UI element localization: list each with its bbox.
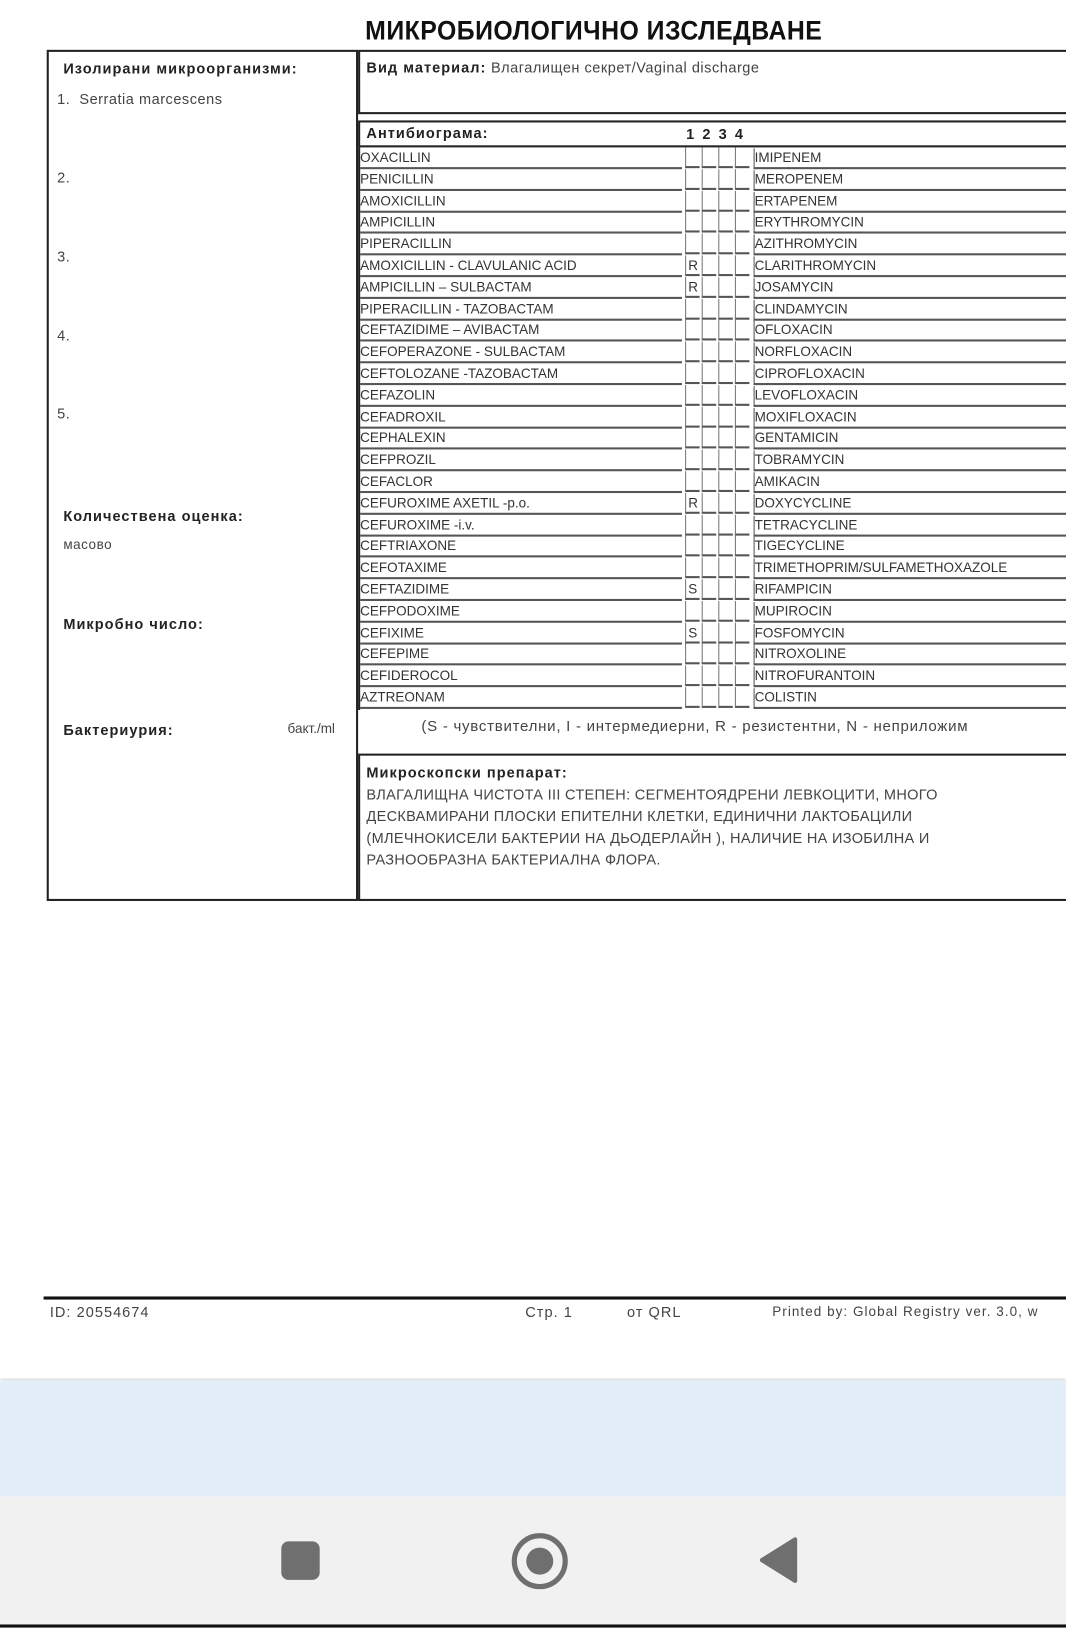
antibiotic-right: ERTAPENEM — [754, 192, 1066, 213]
antibiogram-row — [360, 212, 1066, 234]
result-cell-2 — [702, 687, 717, 708]
material-line — [366, 59, 759, 76]
result-cell-1 — [685, 666, 700, 687]
antibiotic-right: MEROPENEM — [754, 170, 1066, 191]
antibiogram-row — [360, 320, 1066, 342]
antibiogram-row — [360, 450, 1066, 472]
result-cell-4 — [735, 385, 750, 406]
result-cell-2 — [702, 406, 717, 427]
result-cell-2 — [702, 385, 717, 406]
antibiotic-left: CEFOTAXIME — [360, 559, 682, 580]
organism-number: 1. — [57, 90, 71, 107]
result-cell-3 — [718, 363, 733, 384]
result-cell-2 — [702, 644, 717, 665]
quantitative-label: Количествена оценка: — [63, 507, 244, 525]
antibiogram-row — [360, 579, 1066, 601]
antibiogram-row — [360, 342, 1066, 364]
antibiotic-right: TIGECYCLINE — [754, 537, 1066, 558]
antibiogram-row — [360, 514, 1066, 536]
result-cell-3 — [718, 579, 733, 600]
antibiotic-right: TETRACYCLINE — [754, 515, 1066, 536]
antibiotic-right: ERYTHROMYCIN — [754, 213, 1066, 234]
result-cell-1 — [685, 514, 700, 535]
result-cell-3 — [718, 342, 733, 363]
page-title: МИКРОБИОЛОГИЧНО ИЗСЛЕДВАНЕ — [365, 14, 823, 46]
antibiotic-right: NITROFURANTOIN — [754, 667, 1066, 688]
result-cell-1: R — [685, 277, 700, 298]
result-cell-2 — [702, 212, 717, 233]
result-cell-4 — [735, 147, 750, 168]
result-cell-3 — [718, 558, 733, 579]
antibiogram-row — [360, 234, 1066, 256]
result-cell-1 — [685, 601, 700, 622]
antibiogram-row — [360, 255, 1066, 277]
result-cell-2 — [702, 363, 717, 384]
antibiotic-left: CEFPODOXIME — [360, 602, 682, 623]
antibiotic-left: CEFUROXIME AXETIL -p.o. — [360, 494, 682, 515]
footer-printed: Printed by: Global Registry ver. 3.0, w — [772, 1303, 1039, 1320]
result-cell-1 — [685, 536, 700, 557]
footer-page: Стр. 1 — [525, 1303, 573, 1321]
result-cell-3 — [718, 277, 733, 298]
antibiogram-row — [360, 471, 1066, 493]
result-cell-4 — [735, 644, 750, 665]
result-cell-3 — [718, 622, 733, 643]
antibiogram-columns: 1 2 3 4 — [686, 125, 745, 143]
antibiotic-right: CLARITHROMYCIN — [754, 256, 1066, 277]
antibiotic-right: TOBRAMYCIN — [754, 451, 1066, 472]
left-panel — [47, 50, 358, 901]
legend: (S - чувствителни, I - интермедиерни, R - резистентни, N - неприложим — [421, 718, 969, 735]
result-cell-2 — [702, 234, 717, 255]
antibiotic-right: IMIPENEM — [754, 148, 1066, 169]
antibiotic-right: RIFAMPICIN — [754, 580, 1066, 601]
result-cell-2 — [702, 601, 717, 622]
result-cell-3 — [718, 644, 733, 665]
bacteriuria-unit: бакт./ml — [287, 720, 335, 736]
material-value: Влагалищен секрет/Vaginal discharge — [490, 59, 760, 76]
antibiotic-right: CIPROFLOXACIN — [754, 364, 1066, 385]
result-cell-3 — [718, 406, 733, 427]
result-cell-1 — [685, 147, 700, 168]
result-cell-4 — [735, 687, 750, 708]
result-cell-3 — [718, 687, 733, 708]
antibiogram-row — [360, 277, 1066, 299]
result-cell-1 — [685, 687, 700, 708]
antibiotic-right: FOSFOMYCIN — [754, 623, 1066, 644]
antibiogram-row — [360, 385, 1066, 407]
organism-5: 5. — [57, 404, 71, 422]
antibiogram-row — [360, 666, 1066, 688]
result-cell-3 — [718, 385, 733, 406]
antibiotic-left: AMPICILLIN — [360, 213, 682, 234]
result-cell-1 — [685, 558, 700, 579]
result-cell-4 — [735, 299, 750, 320]
antibiogram-label: Антибиограма: — [366, 124, 489, 142]
antibiotic-left: AZTREONAM — [360, 688, 682, 709]
result-cell-3 — [718, 212, 733, 233]
antibiotic-left: CEFTRIAXONE — [360, 537, 682, 558]
antibiotic-right: JOSAMYCIN — [754, 278, 1066, 299]
result-cell-1 — [685, 212, 700, 233]
result-cell-2 — [702, 536, 717, 557]
antibiotic-right: AZITHROMYCIN — [754, 235, 1066, 256]
result-cell-1 — [685, 299, 700, 320]
navigation-bar — [0, 1497, 1066, 1628]
isolated-label: Изолирани микроорганизми: — [63, 60, 298, 77]
antibiotic-left: CEPHALEXIN — [360, 429, 682, 450]
antibiogram-row — [360, 536, 1066, 558]
result-cell-3 — [718, 601, 733, 622]
result-cell-1 — [685, 428, 700, 449]
result-cell-4 — [735, 579, 750, 600]
microscopy-box — [358, 754, 1066, 901]
microscopy-line: ДЕСКВАМИРАНИ ПЛОСКИ ЕПИТЕЛНИ КЛЕТКИ, ЕДИНИЧНИ ЛАКТОБАЦИЛИ — [366, 807, 913, 825]
organism-2: 2. — [57, 169, 71, 186]
microbial-count-label: Микробно число: — [63, 615, 204, 633]
result-cell-2 — [702, 579, 717, 600]
antibiogram-row — [360, 558, 1066, 580]
antibiotic-left: AMOXICILLIN — [360, 192, 682, 213]
result-cell-1 — [685, 644, 700, 665]
antibiotic-right: DOXYCYCLINE — [754, 494, 1066, 515]
result-cell-3 — [718, 147, 733, 168]
result-cell-4 — [735, 255, 750, 276]
result-cell-3 — [718, 450, 733, 471]
footer-rule — [44, 1296, 1066, 1299]
result-cell-4 — [735, 514, 750, 535]
antibiotic-left: OXACILLIN — [360, 148, 682, 169]
result-cell-1: R — [685, 255, 700, 276]
antibiotic-right: NITROXOLINE — [754, 645, 1066, 666]
result-cell-2 — [702, 277, 717, 298]
result-cell-3 — [718, 536, 733, 557]
result-cell-2 — [702, 147, 717, 168]
antibiotic-right: AMIKACIN — [754, 472, 1066, 493]
result-cell-2 — [702, 428, 717, 449]
result-cell-1 — [685, 406, 700, 427]
result-cell-4 — [735, 406, 750, 427]
microscopy-line: РАЗНООБРАЗНА БАКТЕРИАЛНА ФЛОРА. — [366, 851, 661, 868]
result-cell-3 — [718, 320, 733, 341]
antibiotic-right: COLISTIN — [754, 688, 1066, 709]
result-cell-3 — [718, 471, 733, 492]
antibiogram-row — [360, 687, 1066, 709]
footer-of: от QRL — [626, 1303, 682, 1321]
microscopy-line: (МЛЕЧНОКИСЕЛИ БАКТЕРИИ НА ДЬОДЕРЛАЙН ), НАЛИЧИЕ НА ИЗОБИЛНА И — [366, 829, 930, 846]
antibiotic-right: TRIMETHOPRIM/SULFAMETHOXAZOLE — [754, 559, 1066, 580]
result-cell-3 — [718, 299, 733, 320]
antibiogram-row — [360, 493, 1066, 515]
antibiotic-left: AMOXICILLIN - CLAVULANIC ACID — [360, 256, 682, 277]
result-cell-2 — [702, 299, 717, 320]
result-cell-1 — [685, 169, 700, 190]
viewer-background — [0, 1381, 1066, 1497]
result-cell-1 — [685, 342, 700, 363]
result-cell-4 — [735, 493, 750, 514]
result-cell-1 — [685, 363, 700, 384]
result-cell-2 — [702, 450, 717, 471]
result-cell-2 — [702, 622, 717, 643]
antibiotic-left: PIPERACILLIN — [360, 235, 682, 256]
antibiogram-row — [360, 363, 1066, 385]
result-cell-1 — [685, 450, 700, 471]
antibiotic-left: CEFIDEROCOL — [360, 667, 682, 688]
result-cell-2 — [702, 255, 717, 276]
result-cell-4 — [735, 320, 750, 341]
antibiogram-row — [360, 428, 1066, 450]
result-cell-3 — [718, 169, 733, 190]
antibiotic-right: OFLOXACIN — [754, 321, 1066, 342]
result-cell-4 — [735, 536, 750, 557]
result-cell-4 — [735, 450, 750, 471]
microscopy-line: ВЛАГАЛИЩНА ЧИСТОТА III СТЕПЕН: СЕГМЕНТОЯДРЕНИ ЛЕВКОЦИТИ, МНОГО — [366, 785, 938, 803]
result-cell-2 — [702, 342, 717, 363]
back-icon[interactable] — [758, 1536, 800, 1584]
result-cell-4 — [735, 622, 750, 643]
antibiotic-left: CEFPROZIL — [360, 451, 682, 472]
antibiotic-left: CEFACLOR — [360, 472, 682, 493]
antibiogram-row — [360, 406, 1066, 428]
antibiotic-left: CEFTAZIDIME – AVIBACTAM — [360, 321, 682, 342]
result-cell-1 — [685, 471, 700, 492]
organism-1 — [57, 90, 222, 107]
antibiotic-left: PIPERACILLIN - TAZOBACTAM — [360, 300, 682, 321]
result-cell-4 — [735, 191, 750, 212]
result-cell-1: S — [685, 579, 700, 600]
result-cell-2 — [702, 493, 717, 514]
result-cell-4 — [735, 601, 750, 622]
antibiogram-row — [360, 169, 1066, 191]
material-label: Вид материал: — [366, 59, 487, 76]
result-cell-2 — [702, 320, 717, 341]
antibiotic-left: CEFIXIME — [360, 623, 682, 644]
result-cell-4 — [735, 666, 750, 687]
antibiotic-right: MOXIFLOXACIN — [754, 408, 1066, 429]
antibiotic-right: GENTAMICIN — [754, 429, 1066, 450]
result-cell-1 — [685, 385, 700, 406]
result-cell-2 — [702, 471, 717, 492]
result-cell-3 — [718, 234, 733, 255]
result-cell-4 — [735, 558, 750, 579]
result-cell-4 — [735, 428, 750, 449]
result-cell-4 — [735, 234, 750, 255]
result-cell-1 — [685, 234, 700, 255]
material-box — [358, 50, 1066, 114]
result-cell-1: R — [685, 493, 700, 514]
result-cell-1 — [685, 320, 700, 341]
antibiotic-right: MUPIROCIN — [754, 602, 1066, 623]
antibiotic-left: CEFTOLOZANE -TAZOBACTAM — [360, 364, 682, 385]
result-cell-4 — [735, 277, 750, 298]
result-cell-3 — [718, 428, 733, 449]
antibiogram-header — [358, 120, 1066, 147]
result-cell-3 — [718, 191, 733, 212]
result-cell-4 — [735, 212, 750, 233]
result-cell-1: S — [685, 622, 700, 643]
antibiotic-right: NORFLOXACIN — [754, 343, 1066, 364]
result-cell-2 — [702, 169, 717, 190]
microscopy-text — [366, 784, 937, 871]
result-cell-4 — [735, 169, 750, 190]
result-cell-4 — [735, 342, 750, 363]
result-cell-2 — [702, 514, 717, 535]
antibiotic-right: CLINDAMYCIN — [754, 300, 1066, 321]
result-cell-2 — [702, 666, 717, 687]
screen-edge — [0, 1624, 1066, 1627]
antibiogram-row — [360, 299, 1066, 321]
antibiotic-left: PENICILLIN — [360, 170, 682, 191]
recents-icon[interactable] — [281, 1541, 319, 1579]
result-cell-4 — [735, 363, 750, 384]
quantitative-value: масово — [63, 536, 113, 553]
antibiotic-left: CEFUROXIME -i.v. — [360, 515, 682, 536]
footer-id: ID: 20554674 — [49, 1303, 150, 1321]
result-cell-4 — [735, 471, 750, 492]
result-cell-3 — [718, 255, 733, 276]
result-cell-2 — [702, 558, 717, 579]
organism-name: Serratia marcescens — [79, 90, 223, 107]
antibiogram-row — [360, 191, 1066, 213]
antibiogram-row — [360, 644, 1066, 666]
organism-3: 3. — [57, 248, 71, 265]
organism-4: 4. — [57, 326, 71, 344]
microscopy-label: Микроскопски препарат: — [366, 763, 568, 781]
antibiogram-row — [360, 147, 1066, 169]
antibiotic-left: CEFTAZIDIME — [360, 580, 682, 601]
home-dot — [526, 1548, 553, 1575]
result-cell-3 — [718, 666, 733, 687]
antibiogram-row — [360, 601, 1066, 623]
result-cell-3 — [718, 514, 733, 535]
antibiotic-left: AMPICILLIN – SULBACTAM — [360, 278, 682, 299]
result-cell-2 — [702, 191, 717, 212]
antibiotic-left: CEFOPERAZONE - SULBACTAM — [360, 343, 682, 364]
home-icon[interactable] — [512, 1533, 568, 1589]
bacteriuria-label: Бактериурия: — [63, 721, 174, 739]
result-cell-3 — [718, 493, 733, 514]
result-cell-1 — [685, 191, 700, 212]
antibiotic-left: CEFAZOLIN — [360, 386, 682, 407]
antibiotic-right: LEVOFLOXACIN — [754, 386, 1066, 407]
antibiogram-row — [360, 622, 1066, 644]
antibiotic-left: CEFEPIME — [360, 645, 682, 666]
antibiotic-left: CEFADROXIL — [360, 408, 682, 429]
